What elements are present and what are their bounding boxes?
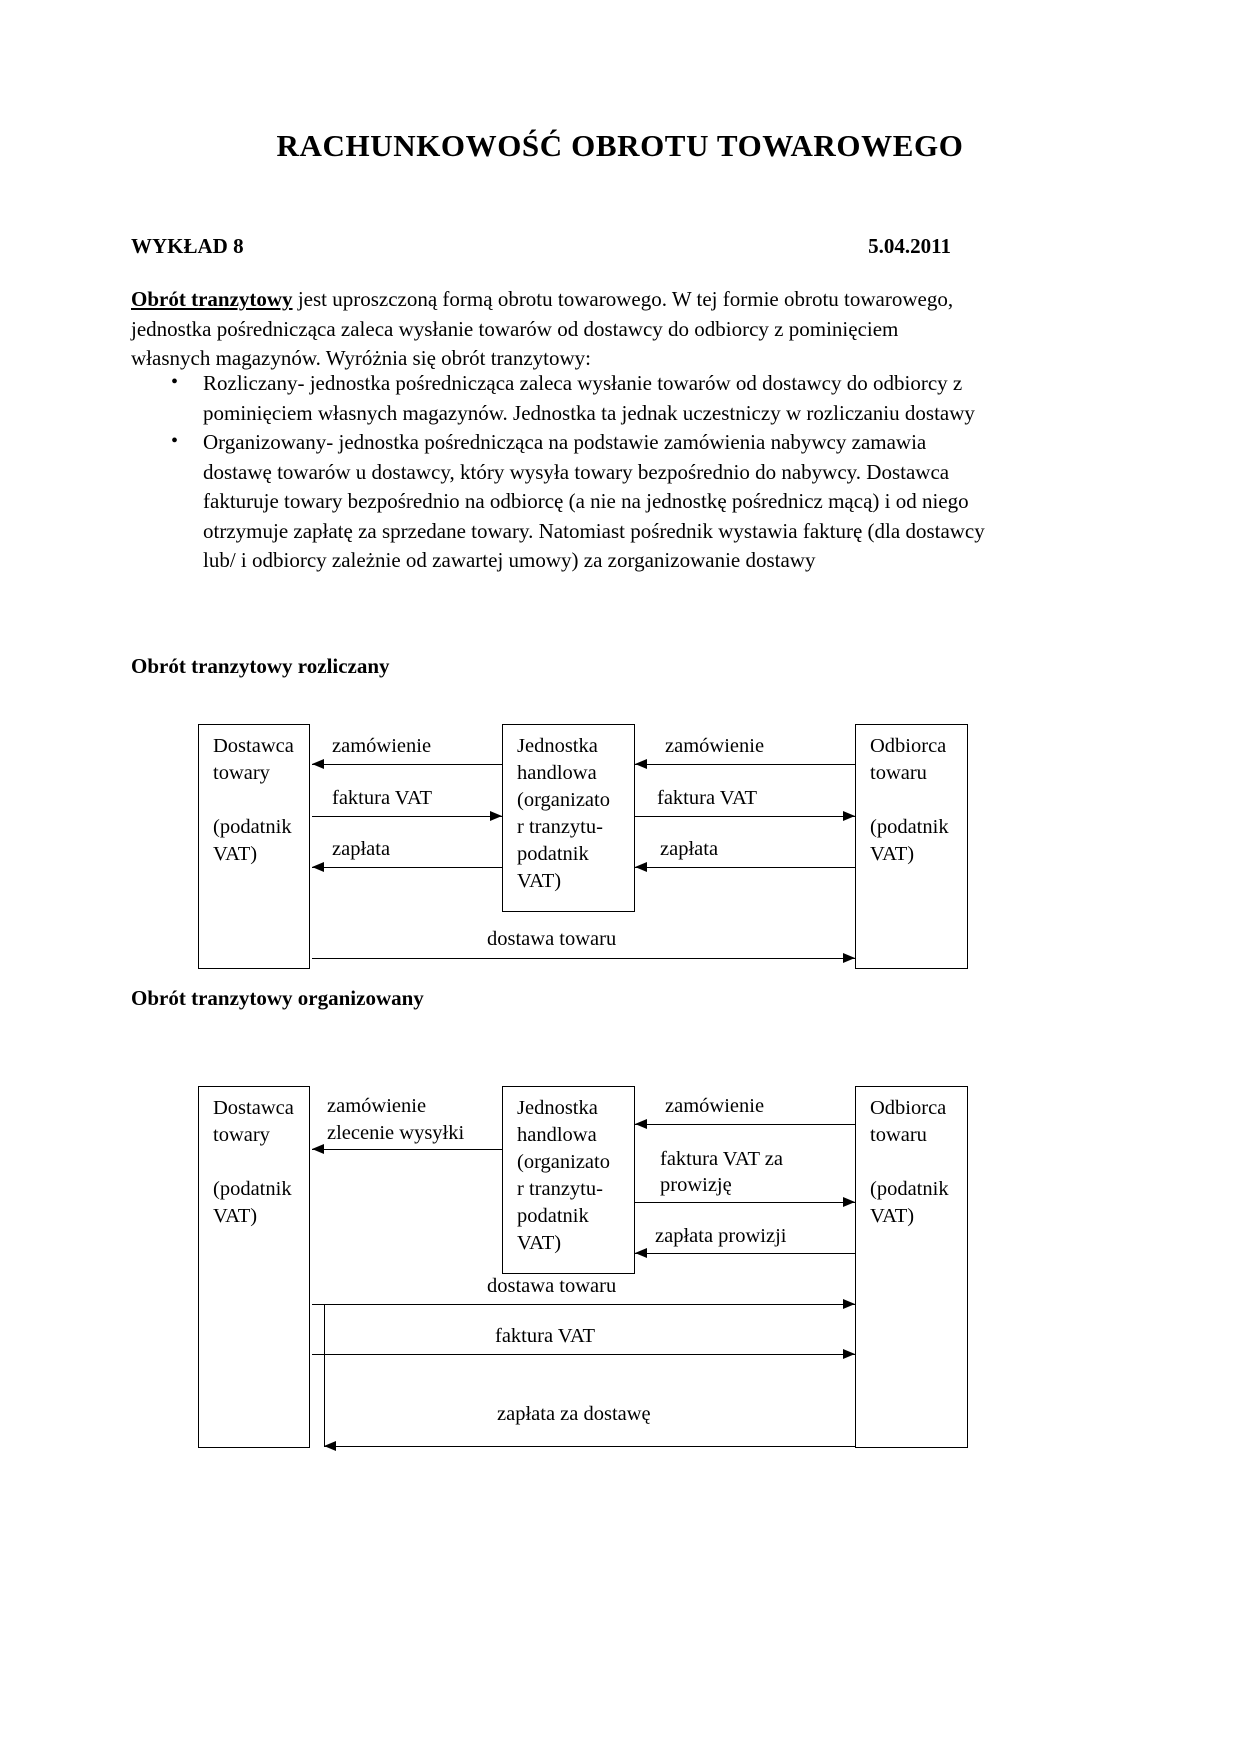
box-intermediary-line2: handlowa xyxy=(517,1124,597,1146)
box-intermediary-line5: podatnik xyxy=(517,1205,589,1227)
box-intermediary-line2: handlowa xyxy=(517,762,597,784)
spacer xyxy=(870,1149,957,1176)
section-heading-settled: Obrót tranzytowy rozliczany xyxy=(131,654,390,678)
box-intermediary-line1: Jednostka xyxy=(517,1097,598,1119)
box-intermediary-line3: (organizato xyxy=(517,789,610,811)
label-payment: zapłata za dostawę xyxy=(497,1403,651,1425)
label-delivery: dostawa towaru xyxy=(487,928,617,950)
box-intermediary-line5: podatnik xyxy=(517,843,589,865)
section-heading-organized: Obrót tranzytowy organizowany xyxy=(131,986,424,1010)
label-right-commission-invoice-line1: faktura VAT za xyxy=(660,1148,783,1170)
box-receiver-line1: Odbiorca xyxy=(870,735,947,757)
label-right-order: zamówienie xyxy=(665,1095,765,1117)
transit-trade-types-list xyxy=(131,369,997,576)
box-supplier-line3: (podatnik xyxy=(213,816,292,838)
box-receiver-line4: VAT) xyxy=(870,843,915,865)
box-receiver-line1: Odbiorca xyxy=(870,1097,947,1119)
box-intermediary-line6: VAT) xyxy=(517,1232,562,1254)
box-intermediary-line4: r tranzytu- xyxy=(517,816,603,838)
label-left-order: zamówienie xyxy=(332,735,432,757)
box-intermediary xyxy=(502,724,635,912)
box-supplier xyxy=(198,724,310,969)
payment-riser-right xyxy=(855,1354,856,1447)
box-supplier-line1: Dostawca xyxy=(213,1097,294,1119)
box-supplier-line2: towary xyxy=(213,1124,270,1146)
box-supplier-line2: towary xyxy=(213,762,270,784)
intro-paragraph xyxy=(131,285,961,374)
label-invoice: faktura VAT xyxy=(495,1325,596,1347)
box-supplier-line1: Dostawca xyxy=(213,735,294,757)
label-right-payment: zapłata xyxy=(660,838,719,860)
list-item: • Organizowany- jednostka pośrednicząca na podstawie zamówienia nabywcy zamawia dostawę towarów u dostawcy, który wysyła towary bezpośrednio do nabywcy. Dostawca fakturuje towary bezpośrednio na odbiorcę (a nie na jednostkę pośrednicz mącą) i od niego otrzymuje zapłatę za sprzedane towary. Natomiast pośrednik wystawia fakturę (dla dostawcy lub/ i odbiorcy zależnie od zawartej umowy) za zorganizowanie dostawy xyxy=(167,428,997,576)
box-supplier-line4: VAT) xyxy=(213,843,258,865)
list-item: • Rozliczany- jednostka pośrednicząca zaleca wysłanie towarów od dostawcy do odbiorcy z pominięciem własnych magazynów. Jednostka ta jednak uczestniczy w rozliczaniu dostawy xyxy=(167,369,997,428)
box-receiver xyxy=(855,724,968,969)
box-intermediary-line6: VAT) xyxy=(517,870,562,892)
label-left-payment: zapłata xyxy=(332,838,391,860)
spacer xyxy=(213,1149,299,1176)
label-delivery: dostawa towaru xyxy=(487,1275,617,1297)
box-supplier xyxy=(198,1086,310,1448)
label-left-dispatch: zlecenie wysyłki xyxy=(327,1122,465,1144)
box-receiver-line2: towaru xyxy=(870,762,927,784)
label-right-commission-invoice-line2: prowizję xyxy=(660,1174,732,1196)
box-intermediary-line1: Jednostka xyxy=(517,735,598,757)
spacer xyxy=(213,787,299,814)
box-receiver xyxy=(855,1086,968,1448)
box-receiver-line4: VAT) xyxy=(870,1205,915,1227)
page-title: RACHUNKOWOŚĆ OBROTU TOWAROWEGO xyxy=(276,128,964,163)
intro-body: jest uproszczoną formą obrotu towarowego. W tej formie obrotu towarowego, jednostka pośrednicząca zaleca wysłanie towarów od dostawcy do odbiorcy z pominięciem własnych magazynów. Wyróżnia się obrót tranzytowy: xyxy=(131,287,954,370)
box-receiver-line3: (podatnik xyxy=(870,1178,949,1200)
box-supplier-line4: VAT) xyxy=(213,1205,258,1227)
label-left-order: zamówienie xyxy=(327,1095,427,1117)
label-left-invoice: faktura VAT xyxy=(332,787,433,809)
lecture-header xyxy=(131,234,951,259)
spacer xyxy=(870,787,957,814)
lecture-label: WYKŁAD 8 xyxy=(131,234,244,258)
label-right-commission-payment: zapłata prowizji xyxy=(655,1225,787,1247)
box-intermediary-line3: (organizato xyxy=(517,1151,610,1173)
box-receiver-line3: (podatnik xyxy=(870,816,949,838)
box-supplier-line3: (podatnik xyxy=(213,1178,292,1200)
label-right-invoice: faktura VAT xyxy=(657,787,758,809)
box-receiver-line2: towaru xyxy=(870,1124,927,1146)
lecture-date: 5.04.2011 xyxy=(868,234,951,258)
intro-lead-term: Obrót tranzytowy xyxy=(131,287,293,311)
payment-riser-left xyxy=(324,1304,325,1447)
box-intermediary-line4: r tranzytu- xyxy=(517,1178,603,1200)
box-intermediary xyxy=(502,1086,635,1274)
label-right-order: zamówienie xyxy=(665,735,765,757)
